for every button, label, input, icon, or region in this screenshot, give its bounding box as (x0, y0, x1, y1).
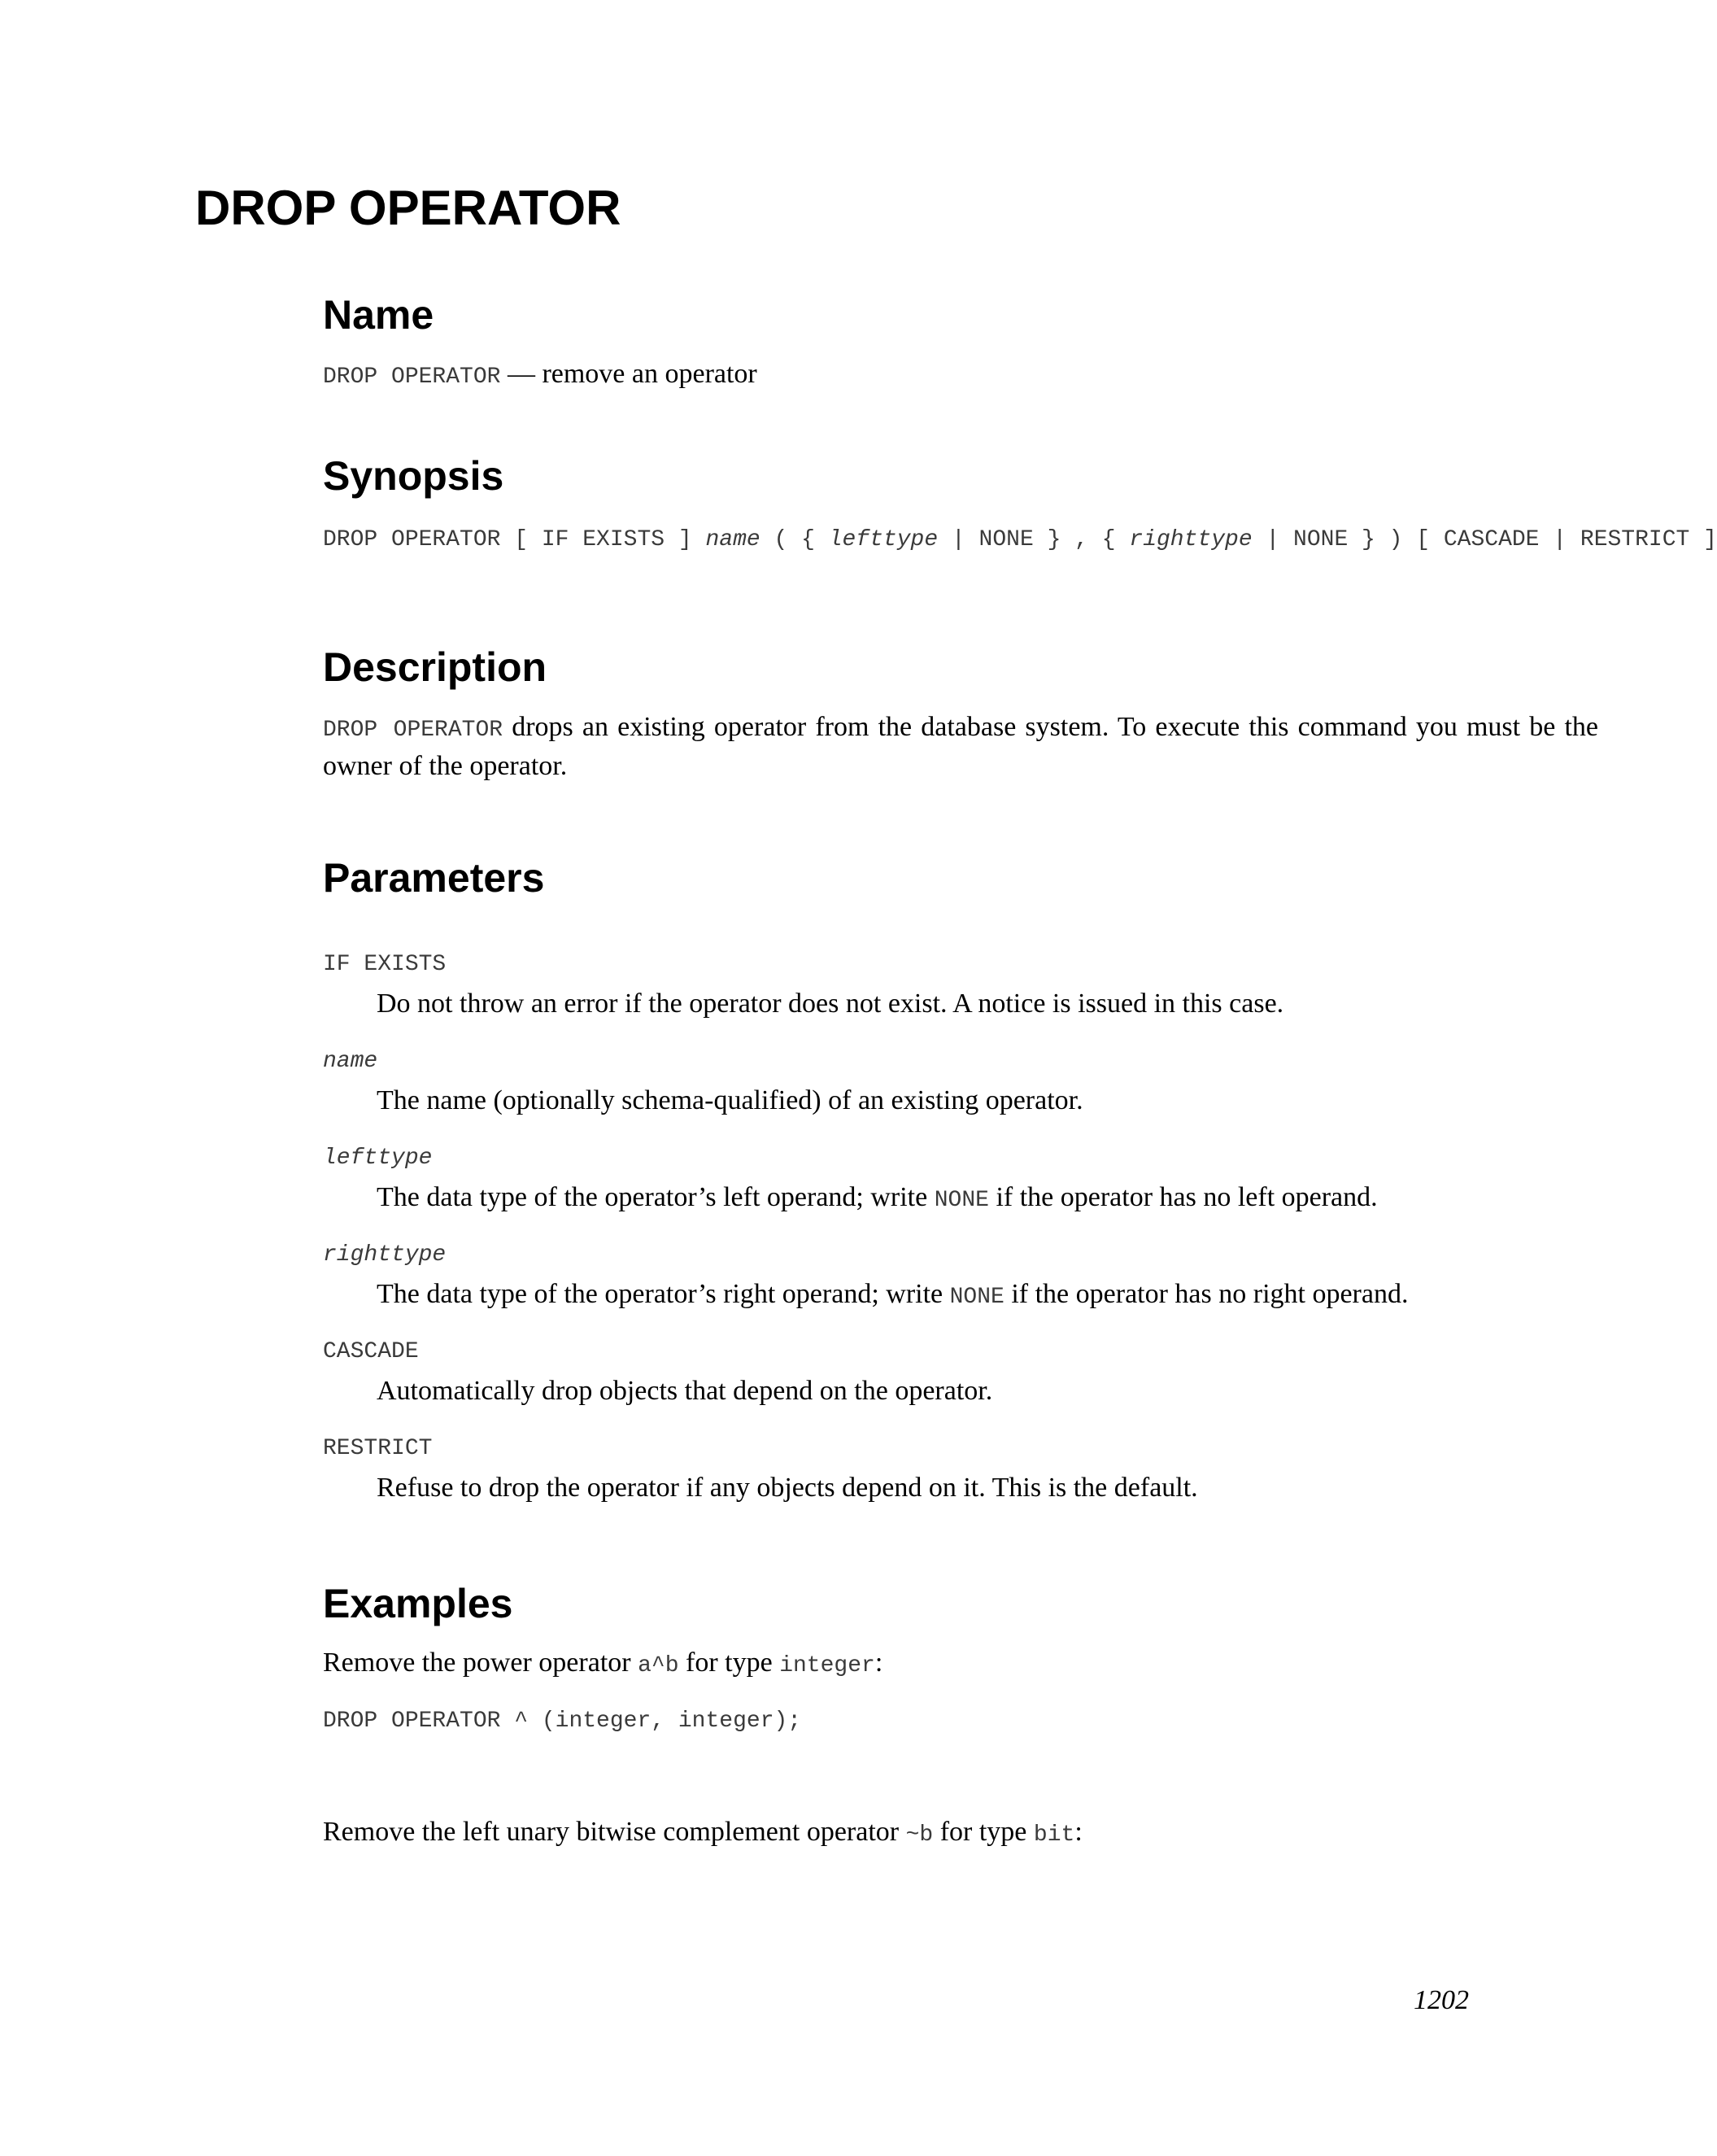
param-desc-name: The name (optionally schema-qualified) of an existing operator. (377, 1085, 1083, 1115)
param-desc-righttype (377, 1277, 1408, 1316)
example-1-code-block: DROP OPERATOR ^ (integer, integer); (323, 1709, 802, 1734)
example-2-post: : (1074, 1817, 1083, 1847)
example-1-pre: Remove the power operator (323, 1648, 638, 1678)
page-title: DROP OPERATOR (195, 181, 621, 235)
param-desc-lefttype-code: NONE (934, 1188, 989, 1213)
synopsis-name: name (705, 527, 760, 552)
param-desc-restrict: Refuse to drop the operator if any objects depend on it. This is the default. (377, 1473, 1198, 1503)
param-desc-lefttype-pre: The data type of the operator’s left operand; write (377, 1182, 935, 1212)
param-desc-righttype-code: NONE (949, 1285, 1004, 1310)
description-heading: Description (323, 644, 547, 690)
param-term-righttype: righttype (323, 1242, 447, 1268)
param-desc-lefttype (377, 1180, 1378, 1219)
example-2-mid: for type (933, 1817, 1034, 1847)
param-term-lefttype: lefttype (323, 1146, 433, 1171)
param-term-if-exists: IF EXISTS (323, 952, 447, 977)
synopsis-part-2: ( { (760, 527, 829, 552)
synopsis-part-4: | NONE } ) [ CASCADE | RESTRICT ] (1252, 527, 1717, 552)
param-term-cascade: CASCADE (323, 1339, 419, 1364)
page-number: 1202 (1414, 1985, 1469, 2015)
param-desc-righttype-pre: The data type of the operator’s right operand; write (377, 1279, 950, 1309)
param-term-restrict: RESTRICT (323, 1436, 433, 1461)
description-body: drops an existing operator from the database system. To execute this command you must be the owner of the operator. (323, 712, 1599, 781)
example-1-code-2: integer (779, 1653, 875, 1678)
parameters-heading: Parameters (323, 855, 545, 901)
description-text (323, 709, 1598, 784)
example-2-code-2: bit (1033, 1822, 1075, 1848)
param-desc-if-exists: Do not throw an error if the operator does not exist. A notice is issued in this case. (377, 989, 1284, 1019)
param-desc-cascade: Automatically drop objects that depend on the operator. (377, 1376, 993, 1406)
examples-heading: Examples (323, 1581, 513, 1626)
synopsis-part-3: | NONE } , { (938, 527, 1130, 552)
synopsis-code (323, 529, 1717, 552)
name-summary: — remove an operator (500, 359, 757, 389)
name-heading: Name (323, 292, 434, 338)
example-1-text (323, 1645, 882, 1684)
synopsis-part-1: DROP OPERATOR [ IF EXISTS ] (323, 527, 706, 552)
example-2-pre: Remove the left unary bitwise complement operator (323, 1817, 906, 1847)
name-command: DROP OPERATOR (323, 364, 501, 390)
synopsis-righttype: righttype (1129, 527, 1253, 552)
synopsis-heading: Synopsis (323, 453, 504, 499)
param-desc-righttype-post: if the operator has no right operand. (1004, 1279, 1409, 1309)
example-1-post: : (874, 1648, 883, 1678)
name-line (323, 356, 757, 395)
param-term-name: name (323, 1049, 378, 1074)
param-desc-lefttype-post: if the operator has no left operand. (988, 1182, 1378, 1212)
description-command: DROP OPERATOR (323, 718, 503, 743)
synopsis-lefttype: lefttype (828, 527, 939, 552)
example-2-text (323, 1814, 1083, 1853)
example-1-code-1: a^b (638, 1653, 679, 1678)
example-1-mid: for type (678, 1648, 780, 1678)
example-2-code-1: ~b (905, 1822, 934, 1848)
